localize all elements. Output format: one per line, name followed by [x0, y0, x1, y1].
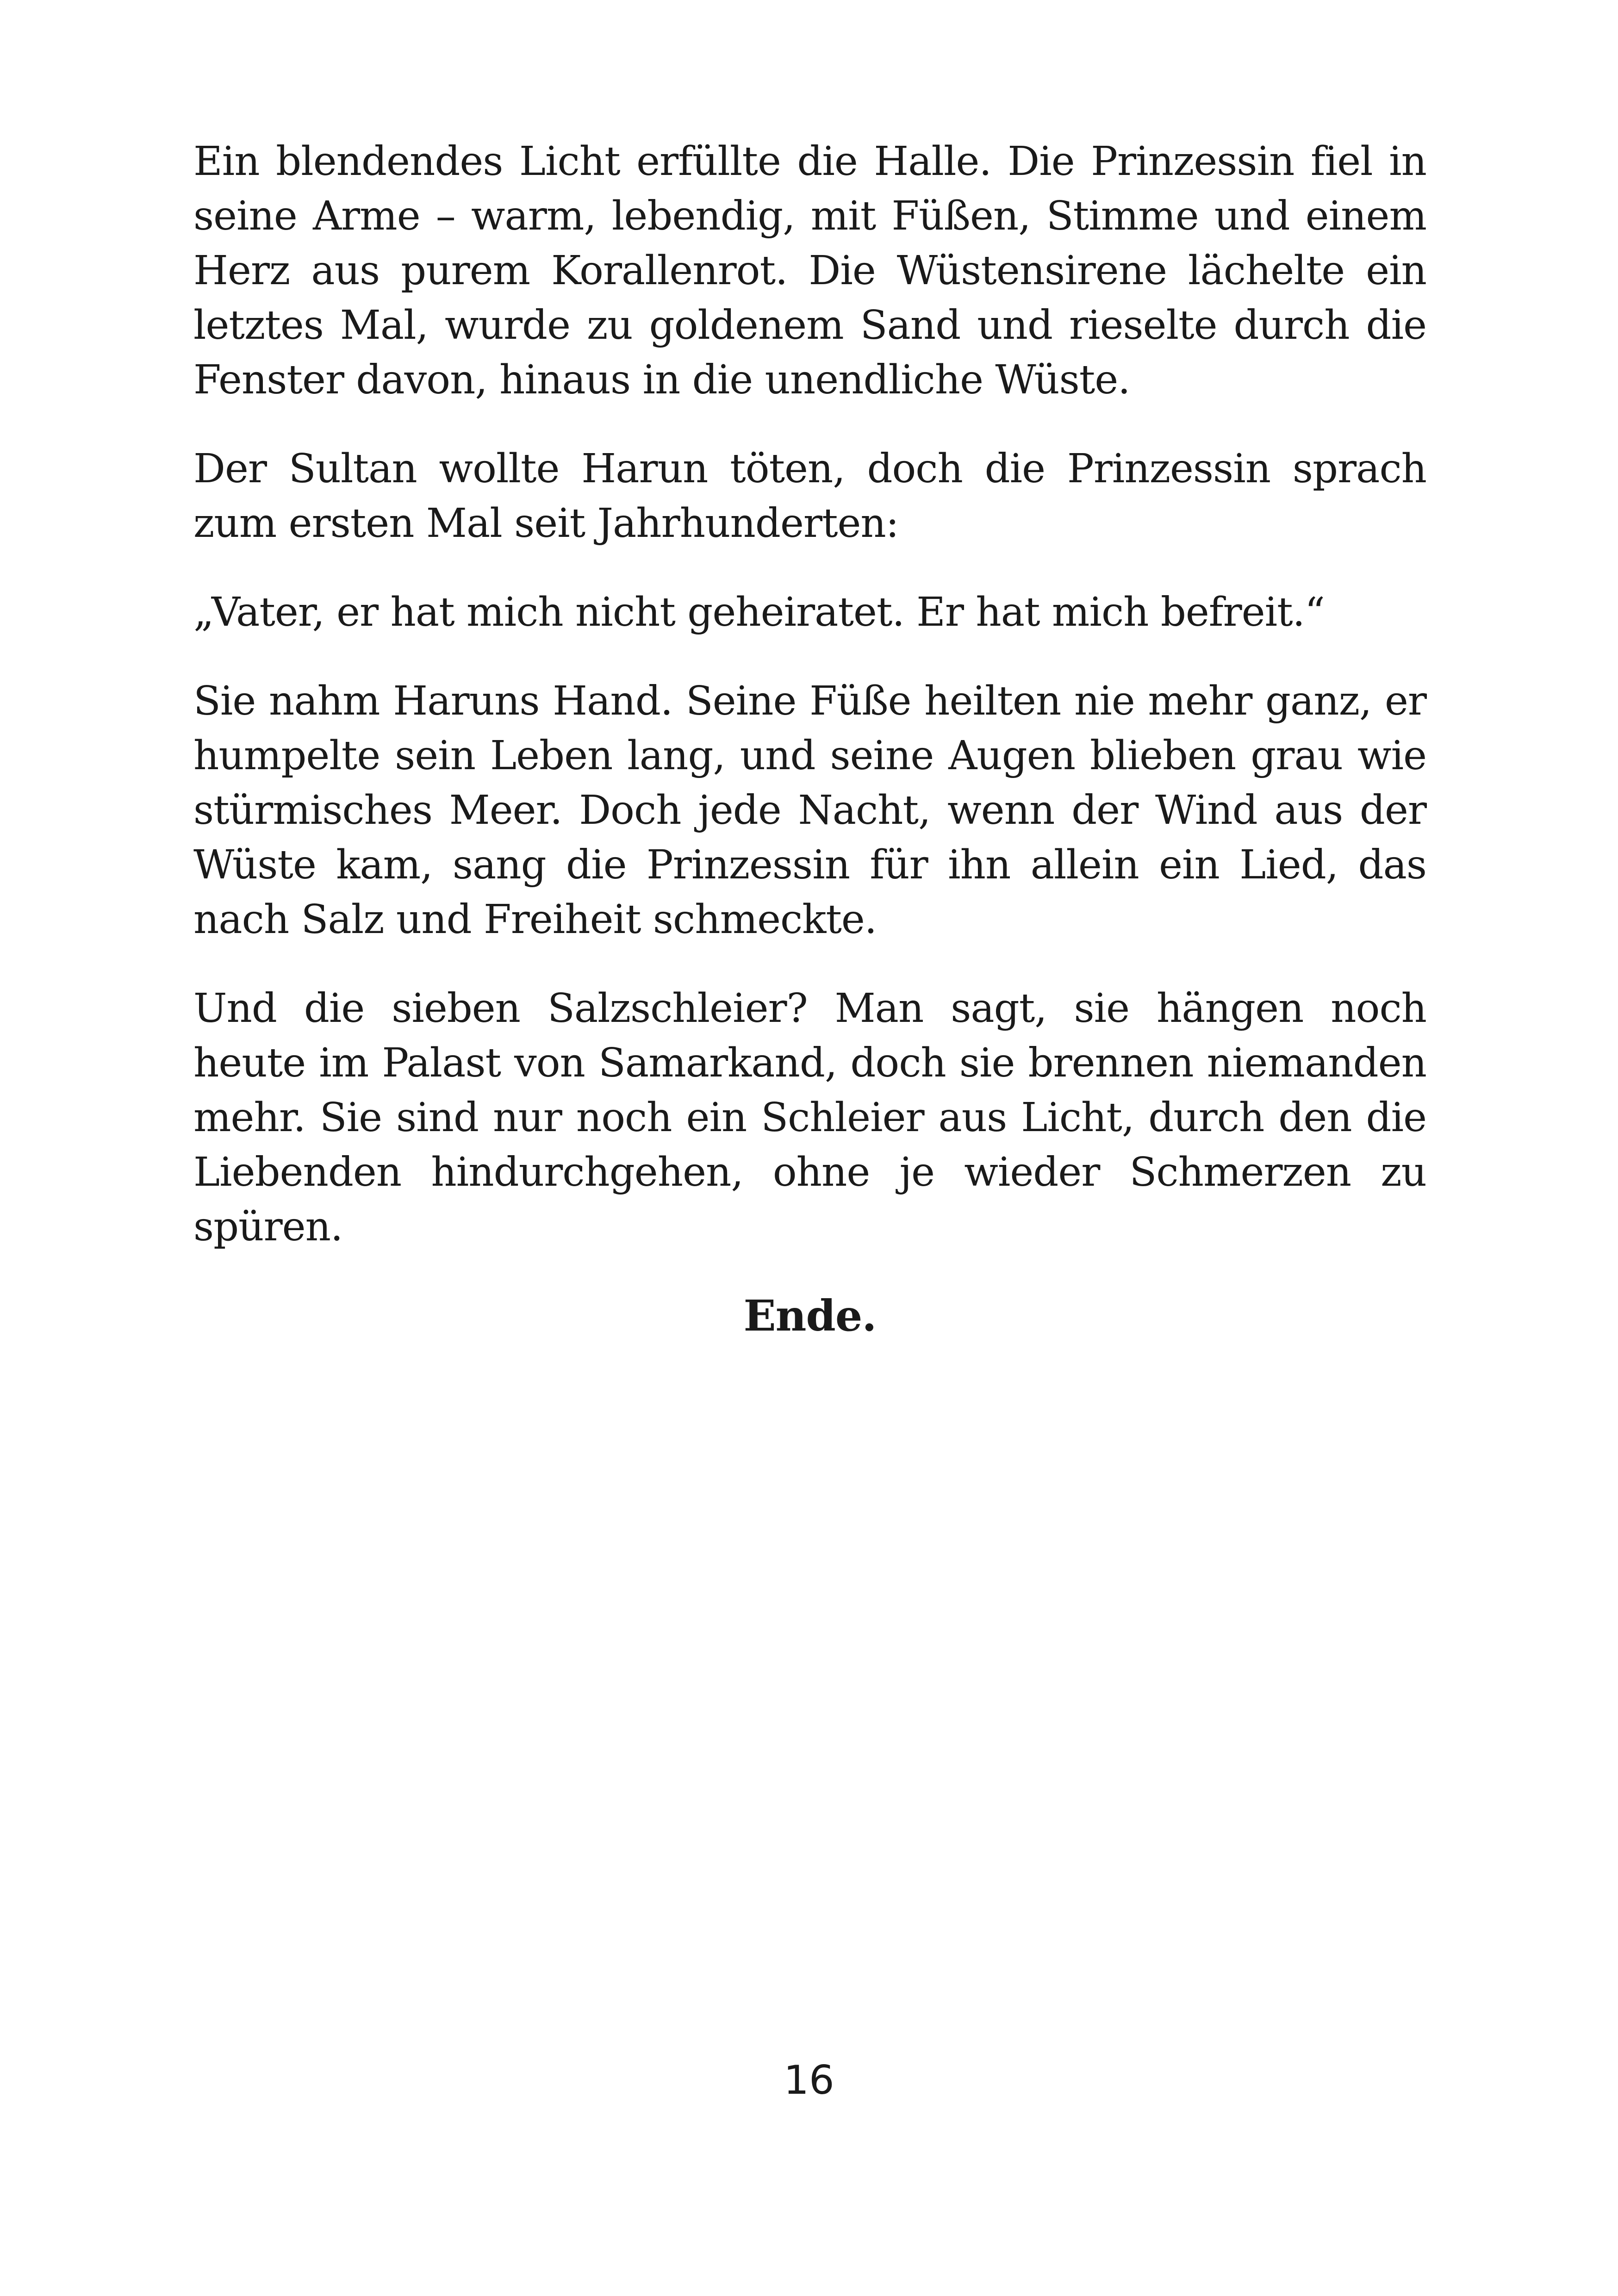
ending-text: Ende.	[743, 1291, 877, 1341]
page-number: 16	[784, 2057, 834, 2103]
paragraph-5: Und die sieben Salzschleier? Man sagt, sie hängen noch heute im Palast von Samarkand, doch sie brennen niemanden mehr. Sie sind nur noch ein Schleier aus Licht, durch den die Liebenden hindurchgehen, ohne je wieder Schmerzen zu spüren.	[193, 985, 1426, 1250]
paragraph-3-quote: „Vater, er hat mich nicht geheiratet. Er hat mich befreit.“	[193, 589, 1325, 635]
story-text	[193, 134, 1426, 1343]
paragraph-4: Sie nahm Haruns Hand. Seine Füße heilten nie mehr ganz, er humpelte sein Leben lang, und seine Augen blieben grau wie stürmisches Meer. Doch jede Nacht, wenn der Wind aus der Wüste kam, sang die Prinzessin für ihn allein ein Lied, das nach Salz und Freiheit schmeckte.	[193, 678, 1426, 943]
paragraph-1: Ein blendendes Licht erfüllte die Halle. Die Prinzessin fiel in seine Arme – warm, lebendig, mit Füßen, Stimme und einem Herz aus purem Korallenrot. Die Wüstensirene lächelte ein letztes Mal, wurde zu goldenem Sand und rieselte durch die Fenster davon, hinaus in die unendliche Wüste.	[193, 138, 1426, 403]
paragraph-2: Der Sultan wollte Harun töten, doch die Prinzessin sprach zum ersten Mal seit Jahrhunderten:	[193, 446, 1426, 547]
